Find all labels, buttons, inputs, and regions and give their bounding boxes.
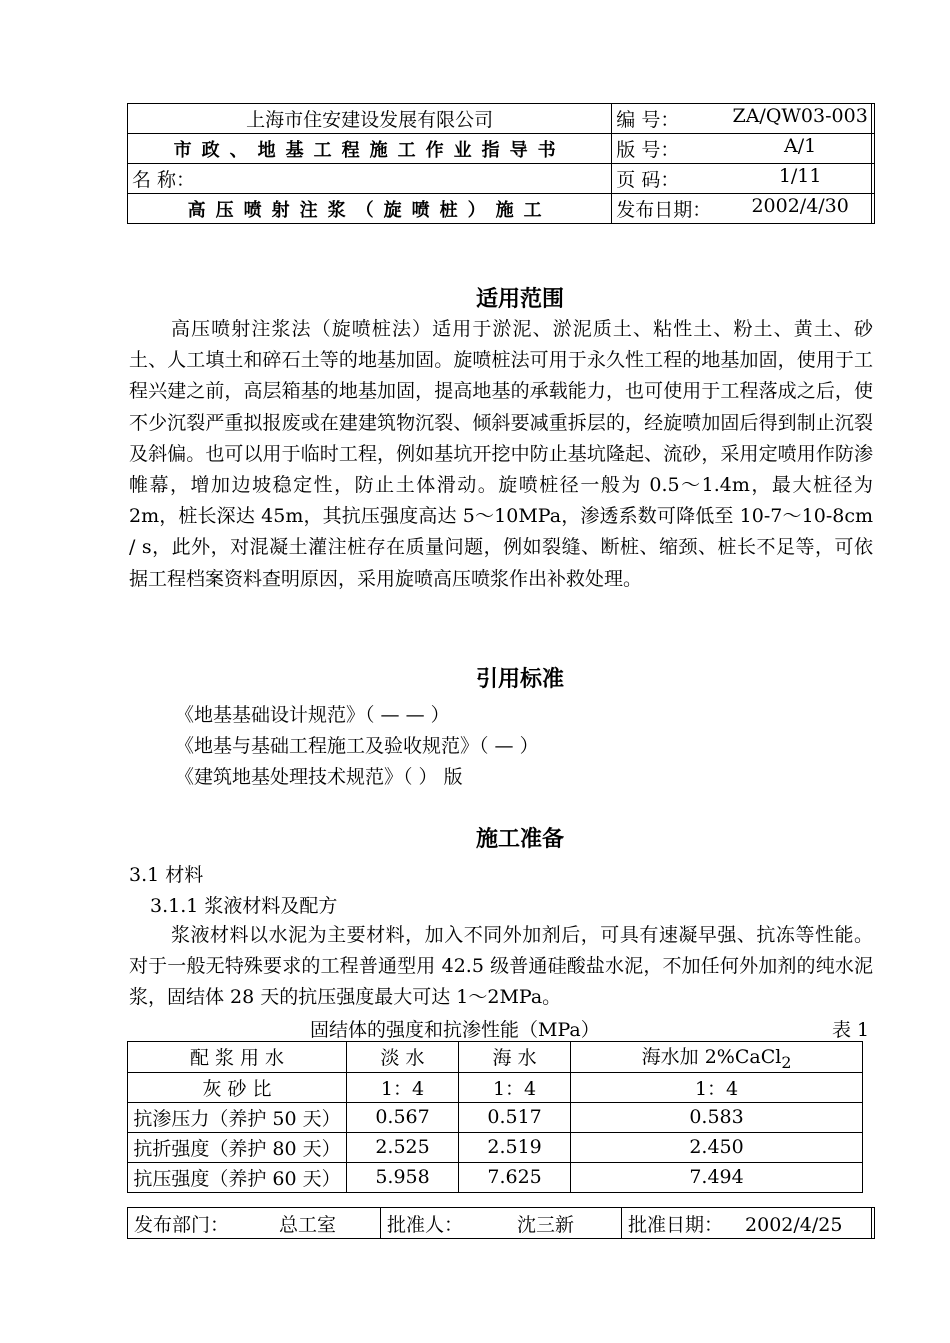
approval-date-label: 批准日期： xyxy=(628,1213,724,1236)
strength-table xyxy=(127,1041,863,1193)
approver-value: 沈三新 xyxy=(517,1213,575,1236)
doc-title: 高压喷射注浆（旋喷桩）施工 xyxy=(128,194,612,224)
subsection-materials: 3.1 材料 xyxy=(129,864,204,886)
approver-label: 批准人： xyxy=(387,1213,464,1236)
table-number: 表 1 xyxy=(832,1019,870,1041)
table-row xyxy=(128,1162,863,1192)
approval-date-cell xyxy=(622,1208,875,1239)
publish-dept-cell xyxy=(128,1208,381,1239)
table-cell: 1：4 xyxy=(459,1072,571,1102)
table-cell: 5.958 xyxy=(347,1162,459,1192)
name-label: 名 称： xyxy=(128,164,612,194)
doc-number-field: 编 号： ZA/QW03-003 xyxy=(612,104,875,134)
dept-label: 发布部门： xyxy=(134,1213,230,1236)
document-header xyxy=(127,103,875,224)
section-title-preparation: 施工准备 xyxy=(475,827,564,852)
table-cell: 0.567 xyxy=(347,1102,459,1132)
table-cell: 抗压强度（养护 60 天） xyxy=(128,1162,347,1192)
standard-item: 《地基与基础工程施工及验收规范》（ — ） xyxy=(175,735,539,757)
scope-paragraph: 高压喷射注浆法（旋喷桩法）适用于淤泥、淤泥质土、粘性土、粉土、黄土、砂土、人工填土和碎石土等的地基加固。旋喷桩法可用于永久性工程的地基加固，使用于工程兴建之前，高层箱基的地基加固，提高地基的承载能力，也可使用于工程落成之后，使不少沉裂严重拟报废或在建建筑物沉裂、倾斜要减重拆层的，经旋喷加固后得到制止沉裂及斜偏。也可以用于临时工程，例如基坑开挖中防止基坑隆起、流砂，采用定喷用作防渗帷幕，增加边坡稳定性，防止土体滑动。旋喷桩径一般为 0.5～1.4m，最大桩径为 2m，桩长深达 45m，其抗压强度高达 5～10MPa，渗透系数可降低至 10-7～10-8cm / s，此外，对混凝土灌注桩存在质量问题，例如裂缝、断桩、缩颈、桩长不足等，可依据工程档案资料查明原因，采用旋喷高压喷浆作出补救处理。 xyxy=(129,318,873,590)
table-cell: 抗折强度（养护 80 天） xyxy=(128,1132,347,1162)
table-cell: 0.583 xyxy=(571,1102,863,1132)
table-cell: 0.517 xyxy=(459,1102,571,1132)
publish-date: 2002/4/30 xyxy=(751,195,849,217)
section-title-standards: 引用标准 xyxy=(475,667,564,692)
page-field: 页 码： 1/11 xyxy=(612,164,875,194)
table-cell: 抗渗压力（养护 50 天） xyxy=(128,1102,347,1132)
table-cell: 7.494 xyxy=(571,1162,863,1192)
table-cell: 7.625 xyxy=(459,1162,571,1192)
table-header-cell: 海 水 xyxy=(459,1042,571,1073)
table-cell: 2.525 xyxy=(347,1132,459,1162)
table-cell: 2.519 xyxy=(459,1132,571,1162)
table-header-cell: 淡 水 xyxy=(347,1042,459,1073)
standard-item: 《建筑地基处理技术规范》（ ） 版 xyxy=(175,766,463,788)
table-row xyxy=(128,1102,863,1132)
version-field: 版 号： A/1 xyxy=(612,134,875,164)
table-row xyxy=(128,1132,863,1162)
table-row xyxy=(128,1072,863,1102)
table-header-cell: 配 浆 用 水 xyxy=(128,1042,347,1073)
table-header-row xyxy=(128,1042,863,1073)
doc-number: ZA/QW03-003 xyxy=(732,105,868,127)
approver-cell xyxy=(381,1208,622,1239)
table-cell: 灰 砂 比 xyxy=(128,1072,347,1102)
table-cell: 1：4 xyxy=(347,1072,459,1102)
section-title-scope: 适用范围 xyxy=(475,287,564,312)
page-number: 1/11 xyxy=(778,165,822,187)
company-name: 上海市住安建设发展有限公司 xyxy=(128,104,612,134)
standard-item: 《地基基础设计规范》（ — — ） xyxy=(175,704,450,726)
approval-date-value: 2002/4/25 xyxy=(745,1213,843,1236)
doc-type: 市政、地基工程施工作业指导书 xyxy=(128,134,612,164)
header-border xyxy=(871,103,872,224)
material-paragraph: 浆液材料以水泥为主要材料，加入不同外加剂后，可具有速凝早强、抗冻等性能。对于一般无特殊要求的工程普通型用 42.5 级普通硅酸盐水泥，不加任何外加剂的纯水泥浆，固结体 28 天的抗压强度最大可达 1～2MPa。 xyxy=(129,924,873,1009)
subsection-grout: 3.1.1 浆液材料及配方 xyxy=(150,895,338,917)
table-cell: 2.450 xyxy=(571,1132,863,1162)
dept-value: 总工室 xyxy=(279,1213,337,1236)
approval-footer xyxy=(127,1207,875,1239)
version: A/1 xyxy=(784,135,817,157)
publish-date-field: 发布日期： 2002/4/30 xyxy=(612,194,875,224)
table-header-cell: 海水加 2%CaCl$_2$ xyxy=(571,1042,863,1073)
table-caption: 固结体的强度和抗渗性能（MPa） xyxy=(310,1019,600,1041)
table-cell: 1：4 xyxy=(571,1072,863,1102)
footer-border xyxy=(871,1207,872,1239)
